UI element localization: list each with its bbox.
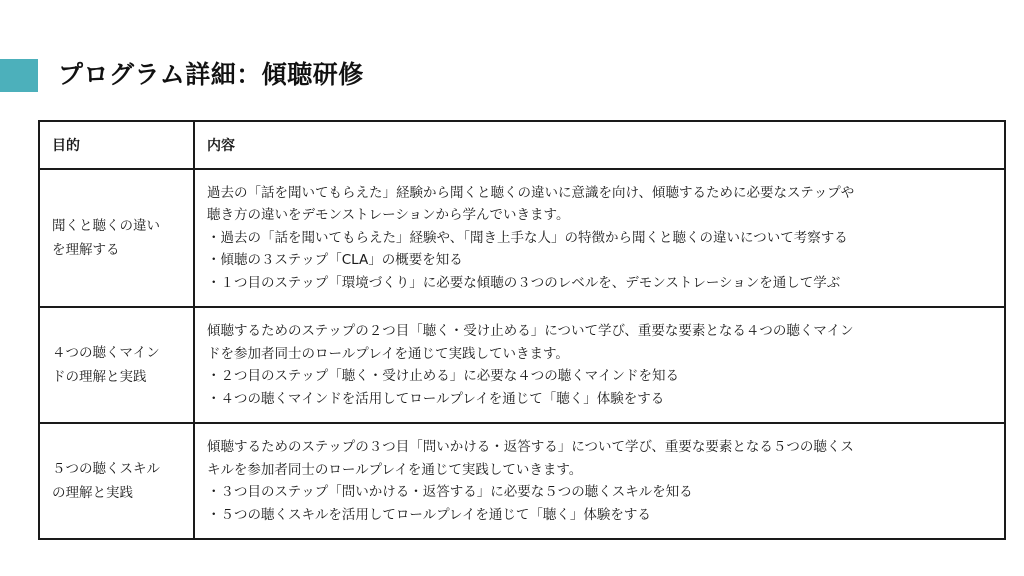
goal-cell bbox=[39, 307, 194, 423]
content-line: キルを参加者同士のロールプレイを通じて実践していきます。 bbox=[207, 461, 583, 478]
table-row bbox=[39, 307, 1005, 423]
content-line: 聴き方の違いをデモンストレーションから学んでいきます。 bbox=[207, 207, 570, 224]
content-line: 傾聴するためのステップの３つ目「問いかける・返答する」について学び、重要な要素となる５つの聴くス bbox=[207, 439, 854, 455]
content-bullet: ・５つの聴くスキルを活用してロールプレイを通じて「聴く」体験をする bbox=[207, 506, 651, 523]
content-cell bbox=[194, 423, 1005, 539]
content-line: 傾聴するためのステップの２つ目「聴く・受け止める」について学び、重要な要素となる４つの聴くマイン bbox=[207, 323, 854, 339]
content-bullet: ・傾聴の３ステップ「CLA」の概要を知る bbox=[207, 252, 463, 269]
program-table bbox=[38, 120, 1006, 540]
content-bullet: ・４つの聴くマインドを活用してロールプレイを通じて「聴く」体験をする bbox=[207, 390, 665, 407]
content-cell bbox=[194, 169, 1005, 307]
table-header-row bbox=[39, 121, 1005, 169]
content-bullet: ・２つ目のステップ「聴く・受け止める」に必要な４つの聴くマインドを知る bbox=[207, 368, 679, 384]
header-content: 内容 bbox=[194, 121, 1005, 169]
content-line: 過去の「話を聞いてもらえた」経験から聞くと聴くの違いに意識を向け、傾聴するために必要なステップや bbox=[207, 184, 855, 201]
content-cell bbox=[194, 307, 1005, 423]
content-bullet: ・３つ目のステップ「問いかける・返答する」に必要な５つの聴くスキルを知る bbox=[207, 484, 693, 500]
content-bullet: ・１つ目のステップ「環境づくり」に必要な傾聴の３つのレベルを、デモンストレーションを通して学ぶ bbox=[207, 274, 841, 291]
table-row bbox=[39, 169, 1005, 307]
goal-text: ５つの聴くスキル の理解と実践 bbox=[52, 461, 160, 501]
goal-text: 聞くと聴くの違い を理解する bbox=[52, 218, 160, 258]
header-goal: 目的 bbox=[39, 121, 194, 169]
title-accent-bar bbox=[0, 59, 38, 92]
page-title: プログラム詳細：傾聴研修 bbox=[58, 60, 364, 89]
content-bullet: ・過去の「話を聞いてもらえた」経験や、「聞き上手な人」の特徴から聞くと聴くの違いについて考察する bbox=[207, 229, 848, 246]
table-row bbox=[39, 423, 1005, 539]
content-line: ドを参加者同士のロールプレイを通じて実践していきます。 bbox=[207, 345, 569, 362]
goal-cell bbox=[39, 423, 194, 539]
goal-text: ４つの聴くマイン ドの理解と実践 bbox=[52, 345, 160, 385]
goal-cell bbox=[39, 169, 194, 307]
